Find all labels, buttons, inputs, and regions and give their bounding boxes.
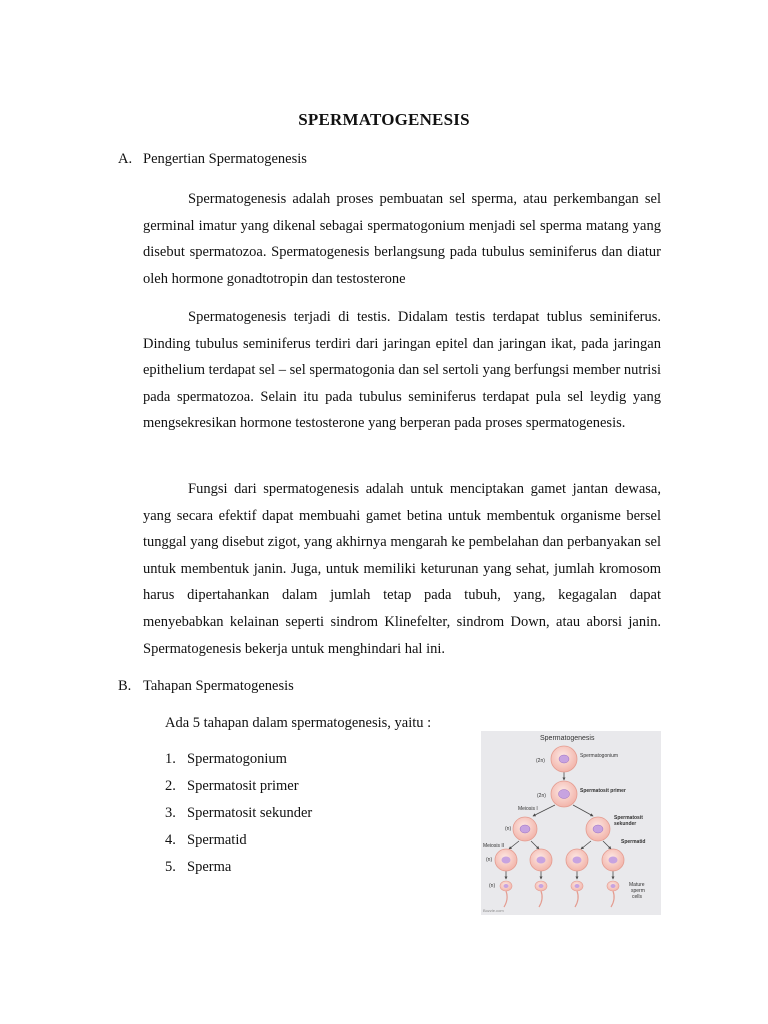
label-secondary-1: Spermatosit [614, 815, 643, 821]
list-number: 2. [165, 778, 176, 794]
stages-list [165, 751, 312, 886]
section-a-heading [118, 151, 307, 168]
label-mature-3: cells [632, 894, 643, 900]
ploidy-label: (n) [486, 857, 493, 863]
paragraph-2 [143, 304, 661, 437]
paragraph-2-text: Spermatogenesis terjadi di testis. Didalam testis terdapat tublus seminiferus. Dinding tubulus seminiferus terdiri dari jaringan epitel dan jaringan ikat, pada jaringan epithelium terdapat sel – sel spermatogonia dan sel sertoli yang berfungsi member nutrisi pada spermatozoa. Selain itu pada tubulus seminiferus terdapat pula sel leydig yang mengsekresikan hormone testosterone yang berperan pada proses spermatogenesis. [143, 309, 661, 432]
paragraph-3 [143, 476, 661, 662]
list-label: Spermatosit sekunder [187, 805, 313, 821]
ploidy-label: (2n) [537, 793, 546, 799]
label-mature-2: sperm [631, 888, 645, 894]
stages-intro: Ada 5 tahapan dalam spermatogenesis, yaitu : [165, 715, 432, 731]
list-item [165, 832, 312, 859]
sperm-icon [500, 881, 512, 907]
section-a-title: Pengertian Spermatogenesis [143, 151, 307, 167]
section-b-heading [118, 678, 294, 695]
mature-sperm-row [500, 881, 619, 907]
label-spermatogonium: Spermatogonium [580, 753, 619, 759]
label-secondary-2: sekunder [614, 821, 637, 827]
paragraph-1-text: Spermatogenesis adalah proses pembuatan sel sperma, atau perkembangan sel germinal imatur yang dikenal sebagai spermatogonium menjadi sel sperma matang yang disebut spermatozoa. Spermatogenesis berlangsung pada tubulus seminiferus dan diatur oleh hormone gonadtotropin dan testosterone [143, 191, 661, 287]
list-item [165, 751, 312, 778]
sperm-icon [607, 881, 619, 907]
nucleus-icon [609, 857, 618, 864]
list-item [165, 859, 312, 886]
paragraph-3-text: Fungsi dari spermatogenesis adalah untuk menciptakan gamet jantan dewasa, yang secara efektif dapat membuahi gamet betina untuk membentuk organisme bersel tunggal yang disebut zigot, yang akhirnya mengarah ke pembelahan dan perbanyakan sel untuk membentuk janin. Juga, untuk memiliki keturunan yang sehat, jumlah kromosom harus dipertahankan dalam jumlah tetap pada tubuh, yang, kegagalan dapat menyebabkan kelainan seperti sindrom Klinefelter, sindrom Down, atau aborsi janin. Spermatogenesis bekerja untuk menghindari hal ini. [143, 481, 661, 657]
label-meiosis1: Meiosis I [518, 806, 538, 812]
nucleus-icon [520, 825, 530, 833]
figure-title: Spermatogenesis [540, 735, 595, 742]
list-item [165, 778, 312, 805]
spermatid-row [495, 849, 624, 871]
label-spermatid: Spermatid [621, 839, 646, 845]
list-label: Sperma [187, 859, 232, 875]
spermatogenesis-figure [481, 731, 661, 915]
nucleus-icon [593, 825, 603, 833]
list-label: Spermatogonium [187, 751, 287, 767]
paragraph-1 [143, 186, 661, 292]
list-number: 4. [165, 832, 176, 848]
label-mature-1: Mature [629, 882, 645, 888]
list-label: Spermatosit primer [187, 778, 299, 794]
ploidy-label: (n) [505, 826, 512, 832]
document-title: SPERMATOGENESIS [298, 110, 470, 129]
list-label: Spermatid [187, 832, 247, 848]
section-b-letter: B. [118, 678, 132, 694]
sperm-icon [571, 881, 583, 907]
section-b-title: Tahapan Spermatogenesis [143, 678, 294, 694]
spermatogenesis-diagram [481, 731, 661, 915]
ploidy-label: (n) [489, 883, 496, 889]
section-a-letter: A. [118, 151, 133, 167]
figure-credit: Bozzle.com [483, 908, 504, 913]
nucleus-icon [537, 857, 546, 864]
label-meiosis2: Meiosis II [483, 843, 505, 849]
list-number: 3. [165, 805, 176, 821]
list-number: 1. [165, 751, 176, 767]
nucleus-icon [559, 790, 570, 799]
label-primary: Spermatosit primer [580, 788, 626, 794]
list-item [165, 805, 312, 832]
sperm-icon [535, 881, 547, 907]
list-number: 5. [165, 859, 176, 875]
nucleus-icon [559, 755, 569, 763]
nucleus-icon [573, 857, 582, 864]
nucleus-icon [502, 857, 511, 864]
ploidy-label: (2n) [536, 758, 545, 764]
